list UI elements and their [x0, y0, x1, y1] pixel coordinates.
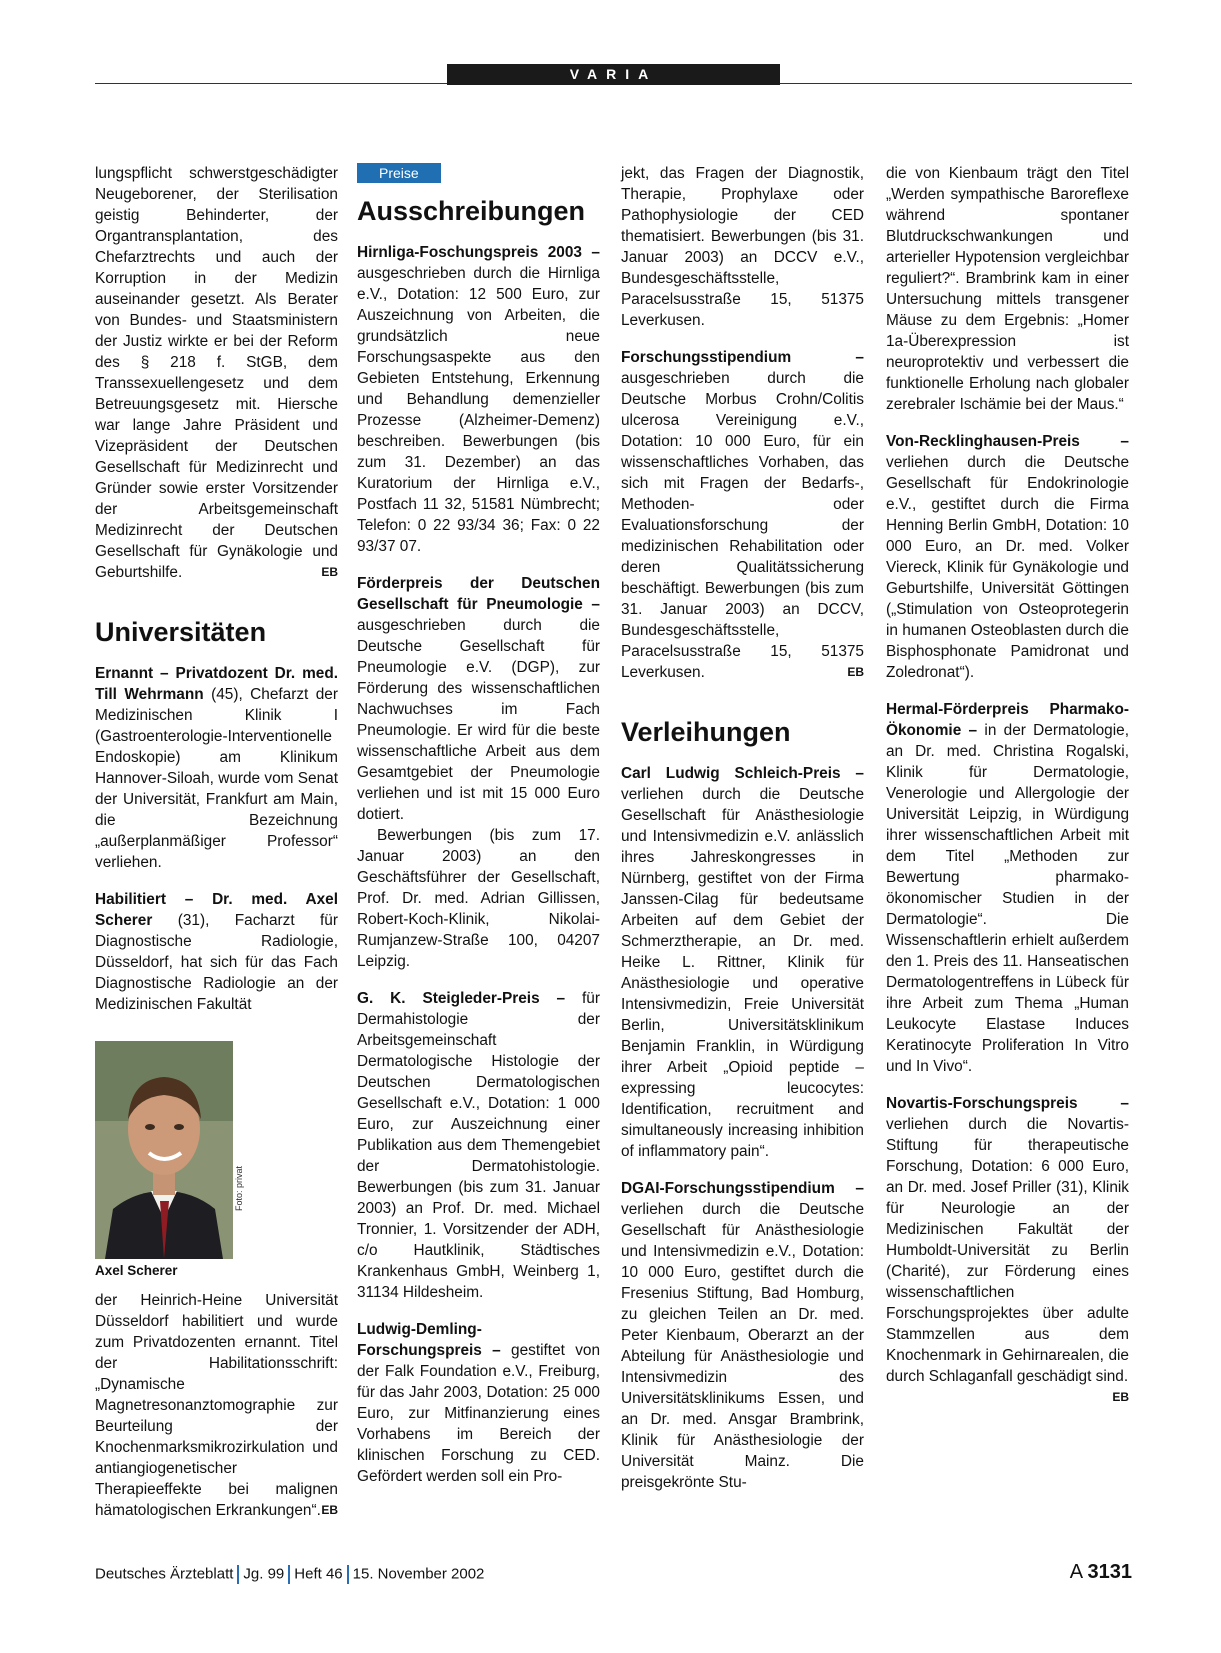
journal-issue: Heft 46	[294, 1565, 343, 1583]
entry-title: Novartis-Forschungspreis –	[886, 1095, 1129, 1112]
entry-text: verliehen durch die Deutsche Gesellschaft für Endokrinologie e.V., gestiftet durch die Firma Henning Berlin GmbH, Dotation: 10 000 Euro, an Dr. med. Volker Viereck, Klinik für Gynäkologie und Geburtshilfe, Universität Göttingen („Stimulation von Osteoprotegerin in humanen Osteoblasten durch die Bisphosphonate Pamidronat und Zoledronat“).	[886, 454, 1129, 681]
entry-scherer-continued	[95, 1290, 338, 1521]
author-signature: EB	[847, 665, 864, 679]
column-4	[886, 163, 1129, 1408]
page-footer	[95, 1561, 1132, 1584]
intro-paragraph	[95, 163, 338, 583]
entry-title: Carl Ludwig Schleich-Preis –	[621, 765, 864, 782]
entry-text: gestiftet von der Falk Foundation e.V., Freiburg, für das Jahr 2003, Dotation: 25 000 Euro, zur Mitfinanzierung eines Vorhabens im Bereich der klinischen Forschung zu CED. Gefördert werden soll ein Pro-	[357, 1342, 601, 1485]
entry-steigleder	[357, 988, 600, 1303]
entry-pneumologie	[357, 573, 600, 825]
entry-dgai-continued: die von Kienbaum trägt den Titel „Werden sympathische Baroreflexe während spontaner Blutdruckschwankungen und arterieller Hypotension vergleichbar reguliert?“. Brambrink kam in einer Untersuchung mittels transgener Mäuse zu dem Ergebnis: „Homer 1a-Überexpression ist neuroprotektiv und verbessert die funktionelle Erholung nach globaler zerebraler Ischämie bei der Maus.“	[886, 165, 1129, 413]
page-number	[1070, 1561, 1132, 1584]
footer-separator	[237, 1565, 239, 1584]
entry-title: Hermal-Förderpreis Pharmako-Ökonomie –	[886, 701, 1129, 739]
page-prefix: A	[1069, 1561, 1082, 1583]
entry-text: verliehen durch die Deutsche Gesellschaft für Anästhesiologie und Intensivmedizin e.V., Dotation: 10 000 Euro, gestiftet durch die Fresenius Stiftung, Bad Homburg, zu gleichen Teilen an Dr. med. Peter Kienbaum, Oberarzt an der Abteilung für Anästhesiologie und Intensivmedizin des Universitätsklinikums Essen, und an Dr. med. Ansgar Brambrink, Klinik für Anästhesiologie der Universität Mainz. Die preisgekrönte Stu-	[621, 1201, 864, 1491]
entry-title: Hirnliga-Foschungspreis 2003 –	[357, 244, 600, 261]
entry-scherer	[95, 889, 338, 1015]
photo-caption: Axel Scherer	[95, 1263, 178, 1278]
footer-separator	[288, 1565, 290, 1584]
footer-separator	[347, 1565, 349, 1584]
entry-title: Ernannt – Privatdozent Dr. med. Till Wehrmann	[95, 665, 338, 703]
entry-wehrmann	[95, 663, 338, 873]
journal-volume: Jg. 99	[243, 1565, 285, 1583]
photo-credit: Foto: privat	[234, 1165, 244, 1211]
author-signature: EB	[321, 565, 338, 579]
column-1	[95, 163, 338, 1521]
intro-text: lungspflicht schwerstgeschädigter Neugeborener, der Sterilisation geistig Behinderter, der Organtransplantation, des Chefarztrechts und auch der Korruption in der Medizin auseinander gesetzt. Als Berater von Bundes- und Staatsministern der Justiz wirkte er bei der Reform des § 218 f. StGB, dem Transsexuellengesetz und dem Betreuungsgesetz mit. Hiersche war lange Jahre Präsident und Vizepräsident der Deutschen Gesellschaft für Medizinrecht und Gründer sowie erster Vorsitzender der Arbeitsgemeinschaft Medizinrecht der Deutschen Gesellschaft für Gynäkologie und Geburtshilfe.	[95, 165, 338, 581]
section-header: VARIA	[447, 64, 780, 85]
entry-title: Habilitiert – Dr. med. Axel Scherer	[95, 891, 338, 929]
column-2	[357, 163, 600, 1487]
entry-pneumologie-bewerbung: Bewerbungen (bis zum 17. Januar 2003) an den Geschäftsführer der Gesellschaft, Prof. Dr. med. Adrian Gillissen, Robert-Koch-Klinik, Nikolai-Rumjanzew-Straße 100, 04207 Leipzig.	[357, 827, 600, 970]
entry-forschungsstipendium	[621, 347, 864, 683]
entry-schleich	[621, 763, 864, 1162]
entry-novartis	[886, 1093, 1129, 1404]
portrait-image	[95, 1041, 233, 1259]
entry-demling-continued: jekt, das Fragen der Diagnostik, Therapie, Prophylaxe oder Pathophysiologie der CED thematisiert. Bewerbungen (bis 31. Januar 2003) an DCCV e.V., Bundesgeschäftsstelle, Paracelsusstraße 15, 51375 Leverkusen.	[621, 165, 864, 329]
category-tag: Preise	[357, 163, 441, 183]
entry-hirnliga	[357, 242, 600, 557]
entry-text: verliehen durch die Novartis-Stiftung für therapeutische Forschung, Dotation: 6 000 Euro, an Dr. med. Josef Priller (31), Klinik für Neurologie an der Medizinischen Fakultät der Humboldt-Universität zu Berlin (Charité), zur Förderung eines wissenschaftlichen Forschungsprojektes über adulte Stammzellen aus dem Knochenmark in Gehirnarealen, die durch Schlaganfall geschädigt sind.	[886, 1116, 1129, 1385]
entry-text: (45), Chefarzt der Medizinischen Klinik I (Gastroenterologie-Interventionelle Endoskopie) am Klinikum Hannover-Siloah, wurde vom Senat der Universität, Frankfurt am Main, die Bezeichnung „außerplanmäßiger Professor“ verliehen.	[95, 686, 338, 871]
author-signature: EB	[321, 1503, 338, 1517]
entry-text: ausgeschrieben durch die Deutsche Morbus Crohn/Colitis ulcerosa Vereinigung e.V., Dotation: 10 000 Euro, für ein wissenschaftliches Vorhaben, das sich mit Fragen der Bedarfs-, Methoden- oder Evaluationsforschung der medizinischen Rehabilitation oder deren Qualitätssicherung beschäftigt. Bewerbungen (bis zum 31. Januar 2003) an DCCV, Bundesgeschäftsstelle, Paracelsusstraße 15, 51375 Leverkusen.	[621, 370, 864, 681]
entry-text: ausgeschrieben durch die Hirnliga e.V., Dotation: 12 500 Euro, zur Auszeichnung von Arbeiten, die grundsätzlich neue Forschungsaspekte aus den Gebieten Entstehung, Erkennung und Behandlung demenzieller Prozesse (Alzheimer-Demenz) beschreiben. Bewerbungen (bis zum 31. Dezember) an das Kuratorium der Hirnliga e.V., Postfach 11 32, 51581 Nümbrecht; Telefon: 0 22 93/34 36; Fax: 0 22 93/37 07.	[357, 265, 600, 555]
column-3	[621, 163, 864, 1493]
portrait-photo	[95, 1041, 244, 1259]
entry-hermal	[886, 699, 1129, 1077]
entry-title: Forschungsstipendium –	[621, 349, 864, 366]
entry-text: für Dermahistologie der Arbeitsgemeinschaft Dermatologische Histologie der Deutschen Dermatologischen Gesellschaft e.V., Dotation: 1 000 Euro, zur Auszeichnung einer Publikation aus dem Themengebiet der Dermatohistologie. Bewerbungen (bis zum 31. Januar 2003) an Prof. Dr. med. Michael Tronnier, 1. Vorsitzender der ADH, c/o Hautklinik, Städtisches Krankenhaus GmbH, Weinberg 1, 31134 Hildesheim.	[357, 990, 600, 1301]
entry-title: Ludwig-Demling-Forschungspreis –	[357, 1321, 501, 1359]
entry-demling	[357, 1319, 600, 1487]
heading-universitaeten: Universitäten	[95, 617, 267, 647]
entry-text: der Heinrich-Heine Universität Düsseldorf habilitiert und wurde zum Privatdozenten ernannt. Titel der Habilitationsschrift: „Dynamische Magnetresonanztomographie zur Beurteilung der Knochenmarksmikrozirkulation und antiangiogenetischer Therapieeffekte bei malignen hämatologischen Erkrankungen“.	[95, 1292, 338, 1519]
author-signature: EB	[1112, 1390, 1129, 1404]
entry-title: Von-Recklinghausen-Preis –	[886, 433, 1129, 450]
entry-recklinghausen	[886, 431, 1129, 683]
entry-text: in der Dermatologie, an Dr. med. Christina Rogalski, Klinik für Dermatologie, Venerologie und Allergologie der Universität Leipzig, in Würdigung ihrer wissenschaftlichen Arbeit mit dem Titel „Methoden zur Bewertung pharmako-ökonomischer Studien in der Dermatologie“. Die Wissenschaftlerin erhielt außerdem den 1. Preis des 11. Hanseatischen Dermatologentreffens in Lübeck für ihre Arbeit zum Thema „Human Leukocyte Elastase Induces Keratinocyte Proliferation In Vitro und In Vivo“.	[886, 722, 1129, 1075]
journal-name: Deutsches Ärzteblatt	[95, 1565, 234, 1583]
entry-title: DGAI-Forschungsstipendium –	[621, 1180, 864, 1197]
heading-ausschreibungen: Ausschreibungen	[357, 196, 586, 226]
page-number-value: 3131	[1087, 1561, 1132, 1583]
entry-text: ausgeschrieben durch die Deutsche Gesellschaft für Pneumologie e.V. (DGP), zur Förderung des wissenschaftlichen Nachwuchses im Fach Pneumologie. Er wird für die beste wissenschaftliche Arbeit aus dem Gesamtgebiet der Pneumologie verliehen und ist mit 15 000 Euro dotiert.	[357, 617, 600, 823]
entry-title: Förderpreis der Deutschen Gesellschaft für Pneumologie –	[357, 575, 600, 613]
heading-verleihungen: Verleihungen	[621, 717, 791, 747]
entry-dgai	[621, 1178, 864, 1493]
issue-date: 15. November 2002	[352, 1565, 485, 1583]
entry-text: (31), Facharzt für Diagnostische Radiologie, Düsseldorf, hat sich für das Fach Diagnostische Radiologie an der Medizinischen Fakultät	[95, 912, 338, 1013]
entry-text: verliehen durch die Deutsche Gesellschaft für Anästhesiologie und Intensivmedizin e.V. anlässlich ihres Jahreskongresses in Nürnberg, gestiftet von der Firma Janssen-Cilag für bedeutsame Arbeiten auf dem Gebiet der Schmerztherapie, an Dr. med. Heike L. Rittner, Klinik für Anästhesiologie und operative Intensivmedizin, Freie Universität Berlin, Universitätsklinikum Benjamin Franklin, in Würdigung ihrer Arbeit „Opioid peptide – expressing leucocytes: Identification, recruitment and simultaneously increasing inhibition of inflammatory pain“.	[621, 786, 864, 1160]
entry-title: G. K. Steigleder-Preis –	[357, 990, 566, 1007]
